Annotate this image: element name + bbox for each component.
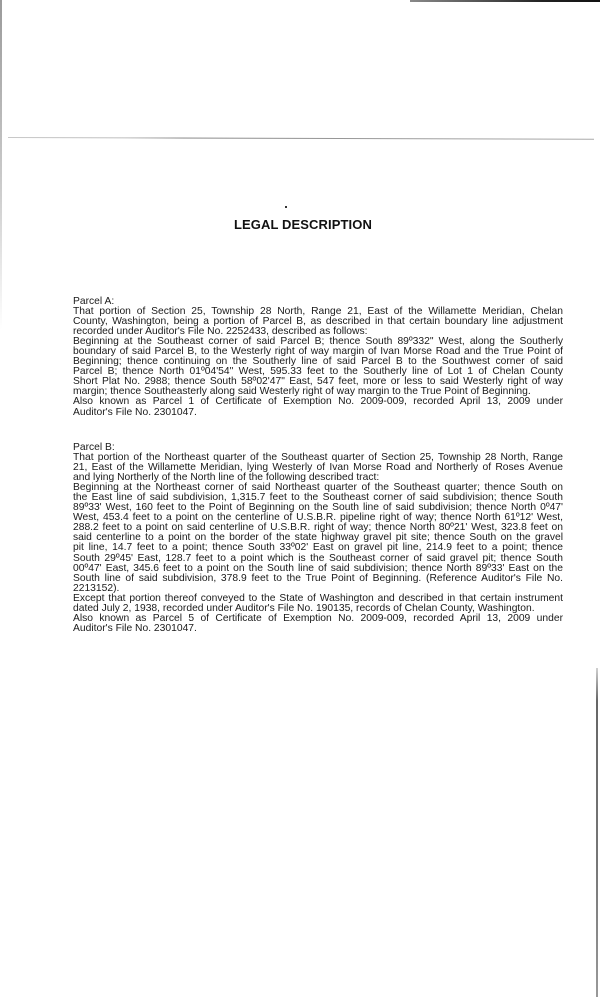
paragraph-line: said centerline to a point on the border of the state highway gravel pit site; thence South on the gravel bbox=[73, 532, 563, 544]
parcel-b-heading: Parcel B: bbox=[73, 442, 115, 453]
paragraph-line: Also known as Parcel 5 of Certificate of Exemption No. 2009-009, recorded April 13, 2009 under bbox=[73, 612, 563, 624]
paragraph-line: recorded under Auditor's File No. 2252433, described as follows: bbox=[73, 326, 368, 338]
paragraph-line: margin; thence Southeasterly along said Westerly right of way margin to the True Point of Beginning. bbox=[73, 386, 531, 398]
paragraph-line: 288.2 feet to a point on said centerline of U.S.B.R. right of way; thence North 80º21' West, 323.8 feet on bbox=[73, 522, 563, 534]
paragraph-line: Also known as Parcel 1 of Certificate of Exemption No. 2009-009, recorded April 13, 2009 under bbox=[73, 396, 563, 408]
scan-mid-rule bbox=[8, 137, 594, 140]
parcel-a-heading: Parcel A: bbox=[73, 296, 115, 307]
paragraph-line: That portion of the Northeast quarter of the Southeast quarter of Section 25, Township 28 North, Range bbox=[73, 452, 563, 464]
parcel-a-section bbox=[73, 297, 563, 418]
paragraph-line: That portion of Section 25, Township 28 North, Range 21, East of the Willamette Meridian, Chelan bbox=[73, 306, 563, 318]
paragraph-line: Parcel B; thence North 01º04'54" West, 595.33 feet to the Southerly line of Lot 1 of Chelan County bbox=[73, 366, 563, 378]
paragraph-line: West, 453.4 feet to a point on the centerline of U.S.B.R. pipeline right of way; thence North 61º12' West, bbox=[73, 512, 563, 524]
paragraph-line: the East line of said subdivision, 1,315.7 feet to the Southeast corner of said subdivision; thence South bbox=[73, 492, 563, 504]
paragraph-line: 89º33' West, 160 feet to the Point of Beginning on the South line of said subdivision; thence North 0º47' bbox=[73, 502, 563, 514]
paragraph-line: dated July 2, 1938, recorded under Auditor's File No. 190135, records of Chelan County, Washington. bbox=[73, 602, 535, 614]
paragraph-line: Short Plat No. 2988; thence South 58º02'47" East, 547 feet, more or less to said Westerly right of way bbox=[73, 376, 563, 388]
paragraph-line: County, Washington, being a portion of Parcel B, as described in that certain boundary line adjustment bbox=[73, 316, 563, 328]
paragraph-line: Auditor's File No. 2301047. bbox=[73, 406, 197, 418]
paragraph-line: Beginning; thence continuing on the Southerly line of said Parcel B to the Southwest corner of said bbox=[73, 356, 563, 368]
paragraph-line: South line of said subdivision, 378.9 feet to the True Point of Beginning. (Reference Auditor's File No. bbox=[73, 572, 563, 584]
paragraph-line: South 29º45' East, 128.7 feet to a point which is the Southeast corner of said gravel pit; thence South bbox=[73, 552, 563, 564]
paragraph-line: Beginning at the Southeast corner of said Parcel B; thence South 89º332" West, along the Southerly bbox=[73, 336, 563, 348]
scan-edge-left bbox=[0, 0, 2, 330]
paragraph-line: 21, East of the Willamette Meridian, lying Westerly of Ivan Morse Road and Northerly of Roses Avenue bbox=[73, 462, 563, 474]
scan-speck bbox=[285, 206, 287, 208]
scan-top-rule bbox=[410, 0, 600, 2]
paragraph-line: 00º47' East, 345.6 feet to a point on the South line of said subdivision; thence North 89º33' East on the bbox=[73, 562, 563, 574]
paragraph-line: pit line, 14.7 feet to a point; thence South 33º02' East on gravel pit line, 214.9 feet to a point; thence bbox=[73, 542, 563, 554]
scan-right-edge bbox=[596, 668, 598, 997]
paragraph-line: Auditor's File No. 2301047. bbox=[73, 622, 197, 634]
paragraph-line: boundary of said Parcel B, to the Westerly right of way margin of Ivan Morse Road and the True Point of bbox=[73, 346, 563, 358]
paragraph-line: and lying Northerly of the North line of the following described tract: bbox=[73, 472, 380, 484]
document-title: LEGAL DESCRIPTION bbox=[234, 217, 372, 232]
paragraph-line: 2213152). bbox=[73, 582, 120, 594]
paragraph-line: Beginning at the Northeast corner of said Northeast quarter of the Southeast quarter; thence South on bbox=[73, 482, 563, 494]
paragraph-line: Except that portion thereof conveyed to the State of Washington and described in that certain instrument bbox=[73, 592, 563, 604]
parcel-b-section bbox=[73, 443, 563, 634]
